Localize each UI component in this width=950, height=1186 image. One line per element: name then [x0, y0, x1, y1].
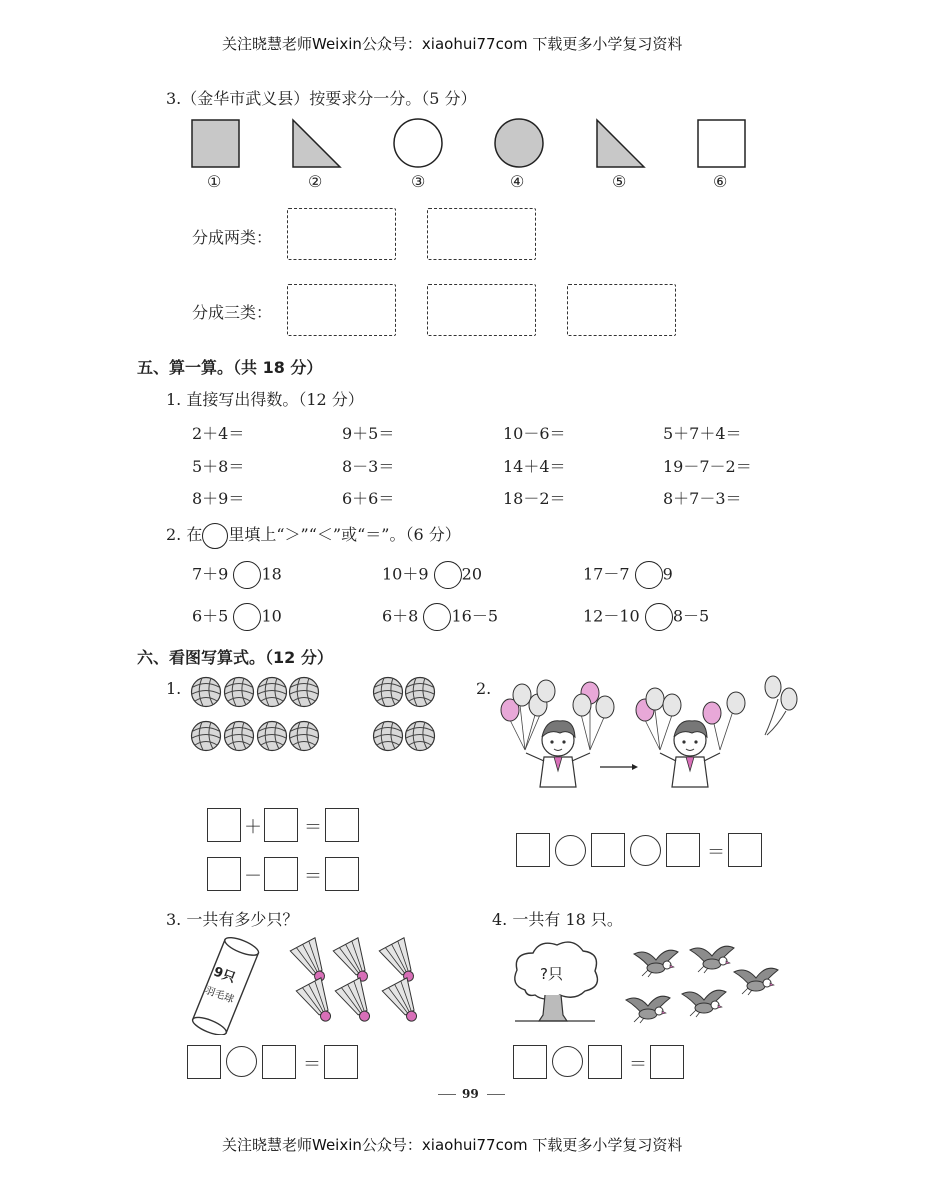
- shape-label-5: ⑤: [612, 172, 627, 191]
- shape-label-6: ⑥: [713, 172, 728, 191]
- answer-box[interactable]: [187, 1045, 221, 1079]
- compare-left: 7＋9: [192, 564, 229, 584]
- compare-left: 12－10: [583, 606, 640, 626]
- calc-item: 5＋8＝: [192, 457, 245, 476]
- q3-title: 3.（金华市武义县）按要求分一分。（5 分）: [166, 89, 477, 108]
- plus-sign: ＋: [244, 817, 262, 838]
- compare-right: 9: [662, 564, 673, 584]
- answer-box[interactable]: [650, 1045, 684, 1079]
- s5-q1-title: 1. 直接写出得数。（12 分）: [166, 390, 364, 409]
- equals-sign: ＝: [629, 1054, 647, 1075]
- equals-sign: ＝: [304, 866, 322, 887]
- minus-sign: －: [244, 866, 262, 887]
- calc-item: 18－2＝: [503, 489, 566, 508]
- calc-item: 10－6＝: [503, 424, 566, 443]
- compare-left: 6＋8: [382, 606, 419, 626]
- answer-box[interactable]: [588, 1045, 622, 1079]
- compare-left: 17－7: [583, 564, 630, 584]
- calc-item: 14＋4＝: [503, 457, 566, 476]
- calc-item: 8－3＝: [342, 457, 395, 476]
- answer-box[interactable]: [262, 1045, 296, 1079]
- three-groups-label: 分成三类：: [192, 303, 273, 322]
- page-footer: 关注晓慧老师Weixin公众号：xiaohui77com 下载更多小学复习资料: [222, 1136, 683, 1154]
- s5-q2-title-b: 里填上“＞”“＜”或“＝”。（6 分）: [228, 525, 461, 544]
- equals-sign: ＝: [303, 1054, 321, 1075]
- page-number: 99: [462, 1087, 479, 1101]
- calc-item: 9＋5＝: [342, 424, 395, 443]
- operator-circle[interactable]: [552, 1046, 583, 1077]
- operator-circle[interactable]: [226, 1046, 257, 1077]
- shape-label-4: ④: [510, 172, 525, 191]
- answer-box[interactable]: [324, 1045, 358, 1079]
- s6-p3-title: 3. 一共有多少只？: [166, 910, 299, 929]
- eagle-icon: [682, 990, 726, 1017]
- calc-item: 6＋6＝: [342, 489, 395, 508]
- eagle-icon: [626, 996, 670, 1023]
- eagle-icon: [690, 946, 734, 973]
- calc-item: 8＋7－3＝: [663, 489, 742, 508]
- s5-q2-title-a: 2. 在: [166, 525, 203, 544]
- tube-name-label: 羽毛球: [203, 985, 236, 1006]
- equals-sign: ＝: [707, 842, 725, 863]
- compare-right: 18: [261, 564, 282, 584]
- calc-item: 8＋9＝: [192, 489, 245, 508]
- eagle-icon: [634, 950, 678, 977]
- answer-box[interactable]: [513, 1045, 547, 1079]
- compare-right: 20: [461, 564, 482, 584]
- compare-right: 16－5: [451, 606, 499, 626]
- page-number-rule-left: [438, 1094, 456, 1095]
- compare-left: 6＋5: [192, 606, 229, 626]
- compare-right: 10: [261, 606, 282, 626]
- compare-right: 8－5: [672, 606, 710, 626]
- calc-item: 5＋7＋4＝: [663, 424, 742, 443]
- compare-left: 10＋9: [382, 564, 429, 584]
- tube-count-label: 9只: [211, 964, 238, 987]
- s6-p2-label: 2.: [476, 679, 492, 698]
- page-header: 关注晓慧老师Weixin公众号：xiaohui77com 下载更多小学复习资料: [222, 35, 683, 53]
- section5-title: 五、算一算。（共 18 分）: [137, 358, 323, 377]
- s6-p4-title: 4. 一共有 18 只。: [492, 910, 623, 929]
- section6-title: 六、看图写算式。（12 分）: [137, 648, 333, 667]
- shape-label-3: ③: [411, 172, 426, 191]
- page-number-rule-right: [487, 1094, 505, 1095]
- tree-label: ?只: [540, 965, 563, 983]
- two-groups-label: 分成两类：: [192, 228, 273, 247]
- s6-p1-label: 1.: [166, 679, 182, 698]
- eagle-icon: [734, 968, 778, 995]
- equals-sign: ＝: [304, 817, 322, 838]
- calc-item: 2＋4＝: [192, 424, 245, 443]
- calc-item: 19－7－2＝: [663, 457, 752, 476]
- shape-label-1: ①: [207, 172, 222, 191]
- shape-label-2: ②: [308, 172, 323, 191]
